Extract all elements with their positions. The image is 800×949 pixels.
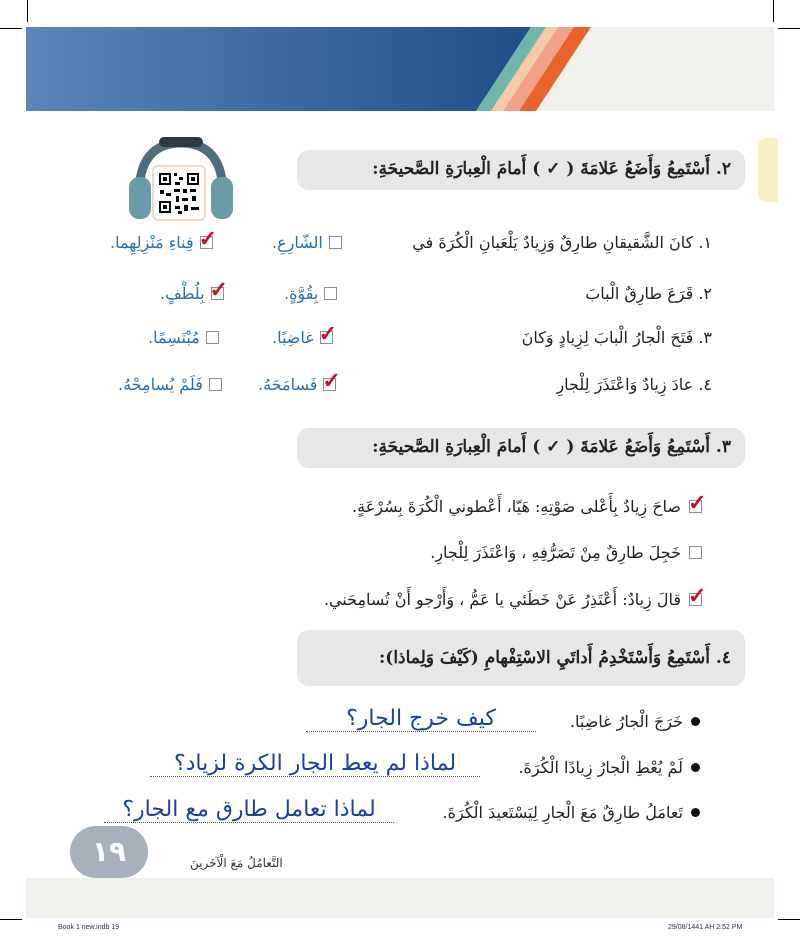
check-mark-icon: ✓	[688, 490, 707, 516]
checkbox[interactable]	[209, 378, 222, 391]
check-mark-icon: ✓	[198, 226, 218, 252]
chapter-title: التَّعامُلُ مَعَ الْآخَرينَ	[190, 856, 283, 870]
check-mark-icon: ✓	[688, 583, 707, 609]
q4-item-3: تَعامَلُ طارِقٌ مَعَ الْجارِ لِيَسْتَعيدَ الْكُرَةَ.	[443, 803, 700, 822]
check-mark-icon: ✓	[322, 368, 341, 394]
q3-item-1[interactable]: ✓ صاحَ زِيادٌ بِأَعْلى صَوْتِهِ: هَيّا، أَعْطوني الْكُرَةَ بِسُرْعَةٍ.	[352, 490, 707, 516]
bullet-icon	[691, 808, 700, 817]
crop-mark	[0, 919, 22, 920]
crop-mark	[778, 919, 800, 920]
checkbox[interactable]	[206, 331, 219, 344]
q2-row-2-option-2[interactable]: ✓ بِلُطْفٍ.	[160, 277, 228, 303]
checkbox-checked[interactable]	[198, 226, 218, 252]
q4-item-1: خَرَجَ الْجارُ غاضِبًا.	[570, 712, 700, 731]
bullet-icon	[691, 763, 700, 772]
print-slug-left: Book 1 new.indb 19	[58, 924, 120, 931]
q4-answer-1[interactable]: كيف خرج الجار؟	[306, 706, 536, 732]
qr-code-icon[interactable]	[152, 165, 206, 221]
q2-row-4-question: ٤. عادَ زِيادٌ وَاعْتَذَرَ لِلْجارِ	[556, 375, 712, 394]
q2-row-2-option-1[interactable]: بِقُوَّةٍ.	[284, 284, 337, 303]
q2-row-4-option-1[interactable]: ✓ فَسامَحَهُ.	[258, 368, 341, 394]
q4-answer-3[interactable]: لماذا تعامل طارق مع الجار؟	[104, 797, 394, 823]
q2-row-3-option-1[interactable]: ✓ غاضِبًا.	[272, 321, 338, 347]
q2-row-1-option-1[interactable]: الشّارِعِ.	[272, 233, 342, 252]
footer-band	[26, 878, 774, 918]
crop-mark	[27, 0, 28, 22]
q4-header	[297, 630, 745, 686]
checkbox-checked[interactable]	[688, 583, 707, 609]
q2-row-2-question: ٢. قَرَعَ طارِقٌ الْبابَ	[585, 284, 712, 303]
page-number: ١٩	[70, 826, 148, 878]
q2-row-1-question: ١. كانَ الشَّقيقانِ طارِقٌ وَزِيادٌ يَلْعَبانِ الْكُرَةَ في	[412, 233, 712, 252]
side-tab	[758, 138, 778, 202]
check-mark-icon: ✓	[318, 321, 338, 347]
q4-item-2: لَمْ يُعْطِ الْجارُ زِيادًا الْكُرَةَ.	[518, 758, 700, 777]
q2-row-1-option-2[interactable]: ✓ فِناءِ مَنْزِلِهِما.	[110, 226, 218, 252]
q3-header-text: ٣. أَسْتَمِعُ وَأَضَعُ عَلامَةَ ( ✓ ) أَمامَ الْعِبارَةِ الصَّحيحَةِ:	[372, 437, 731, 457]
q2-row-4-option-2[interactable]: فَلَمْ يُسامِحْهُ.	[118, 375, 222, 394]
q4-header-text: ٤. أَسْتَمِعُ وَأَسْتَخْدِمُ أَداتَيِ الاسْتِفْهامِ (كَيْفَ وَلِماذا):	[379, 648, 731, 668]
crop-mark	[773, 0, 774, 22]
q3-item-2[interactable]: خَجِلَ طارِقٌ مِنْ تَصَرُّفِهِ ، وَاعْتَذَرَ لِلْجارِ.	[430, 543, 702, 562]
q4-answer-2[interactable]: لماذا لم يعط الجار الكرة لزياد؟	[150, 751, 480, 777]
print-slug-right: 29/08/1441 AH 2:52 PM	[668, 924, 743, 931]
bullet-icon	[691, 717, 700, 726]
q2-header-text: ٢. أَسْتَمِعُ وَأَضَعُ عَلامَةَ ( ✓ ) أَمامَ الْعِبارَةِ الصَّحيحَةِ:	[372, 159, 731, 179]
q2-row-3-option-2[interactable]: مُبْتَسِمًا.	[148, 328, 219, 347]
checkbox-checked[interactable]	[209, 277, 228, 303]
checkbox[interactable]	[689, 546, 702, 559]
check-mark-icon: ✓	[209, 277, 228, 303]
checkbox-checked[interactable]	[688, 490, 707, 516]
checkbox-checked[interactable]	[318, 321, 338, 347]
q3-header	[297, 428, 745, 468]
q3-item-3[interactable]: ✓ قالَ زِيادٌ: أَعْتَذِرُ عَنْ خَطَئي يا عَمُّ ، وَأَرْجو أَنْ تُسامِحَني.	[323, 583, 707, 609]
top-banner	[26, 27, 774, 111]
checkbox-checked[interactable]	[322, 368, 341, 394]
checkbox[interactable]	[329, 236, 342, 249]
q2-row-3-question: ٣. فَتَحَ الْجارُ الْبابَ لِزِيادٍ وَكانَ	[521, 328, 712, 347]
checkbox[interactable]	[324, 287, 337, 300]
crop-mark	[778, 28, 800, 29]
crop-mark	[0, 28, 22, 29]
q2-header	[297, 150, 745, 190]
